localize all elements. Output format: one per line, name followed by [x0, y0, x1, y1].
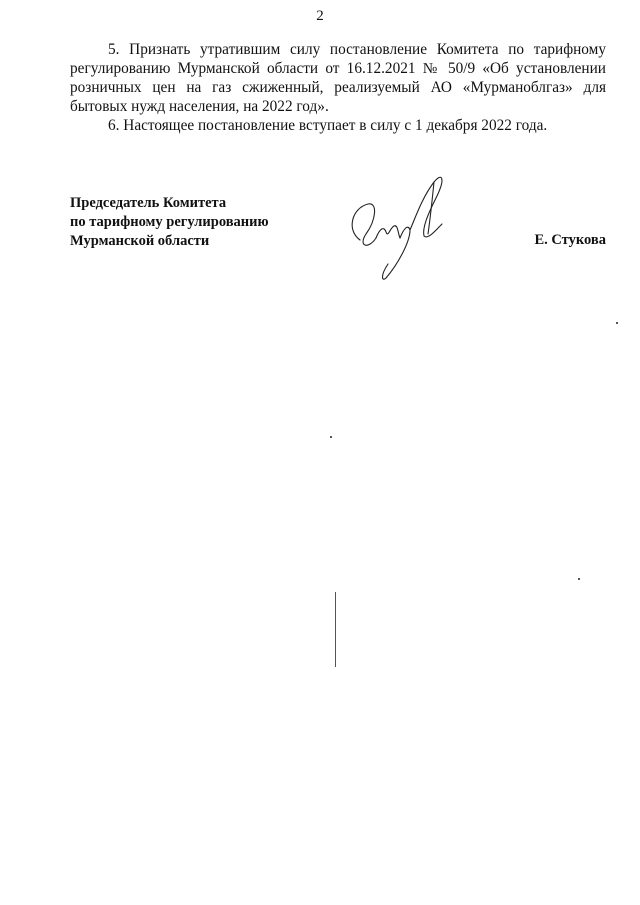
position-line-3: Мурманской области [70, 233, 210, 249]
position-line-1: Председатель Комитета [70, 195, 227, 211]
scan-artifact-line [335, 592, 336, 667]
position-line-2: по тарифному регулированию [70, 214, 269, 230]
document-body [70, 40, 606, 135]
signer-name: Е. Стукова [534, 232, 606, 248]
page-number: 2 [316, 8, 324, 24]
scan-artifact-dot [330, 436, 332, 438]
paragraph-6: 6. Настоящее постановление вступает в силу с 1 декабря 2022 года. [108, 117, 548, 134]
scan-artifact-dot [616, 322, 618, 324]
handwritten-signature [338, 168, 468, 288]
signatory-position [70, 194, 269, 251]
scan-artifact-dot [578, 578, 580, 580]
paragraph-5: 5. Признать утратившим силу постановление Комитета по тарифному регулированию Мурманской области от 16.12.2021 № 50/9 «Об установлении розничных цен на газ сжиженный, реализуемый АО «Мурманоблгаз» для бытовых нужд населения, на 2022 год». [70, 41, 606, 115]
